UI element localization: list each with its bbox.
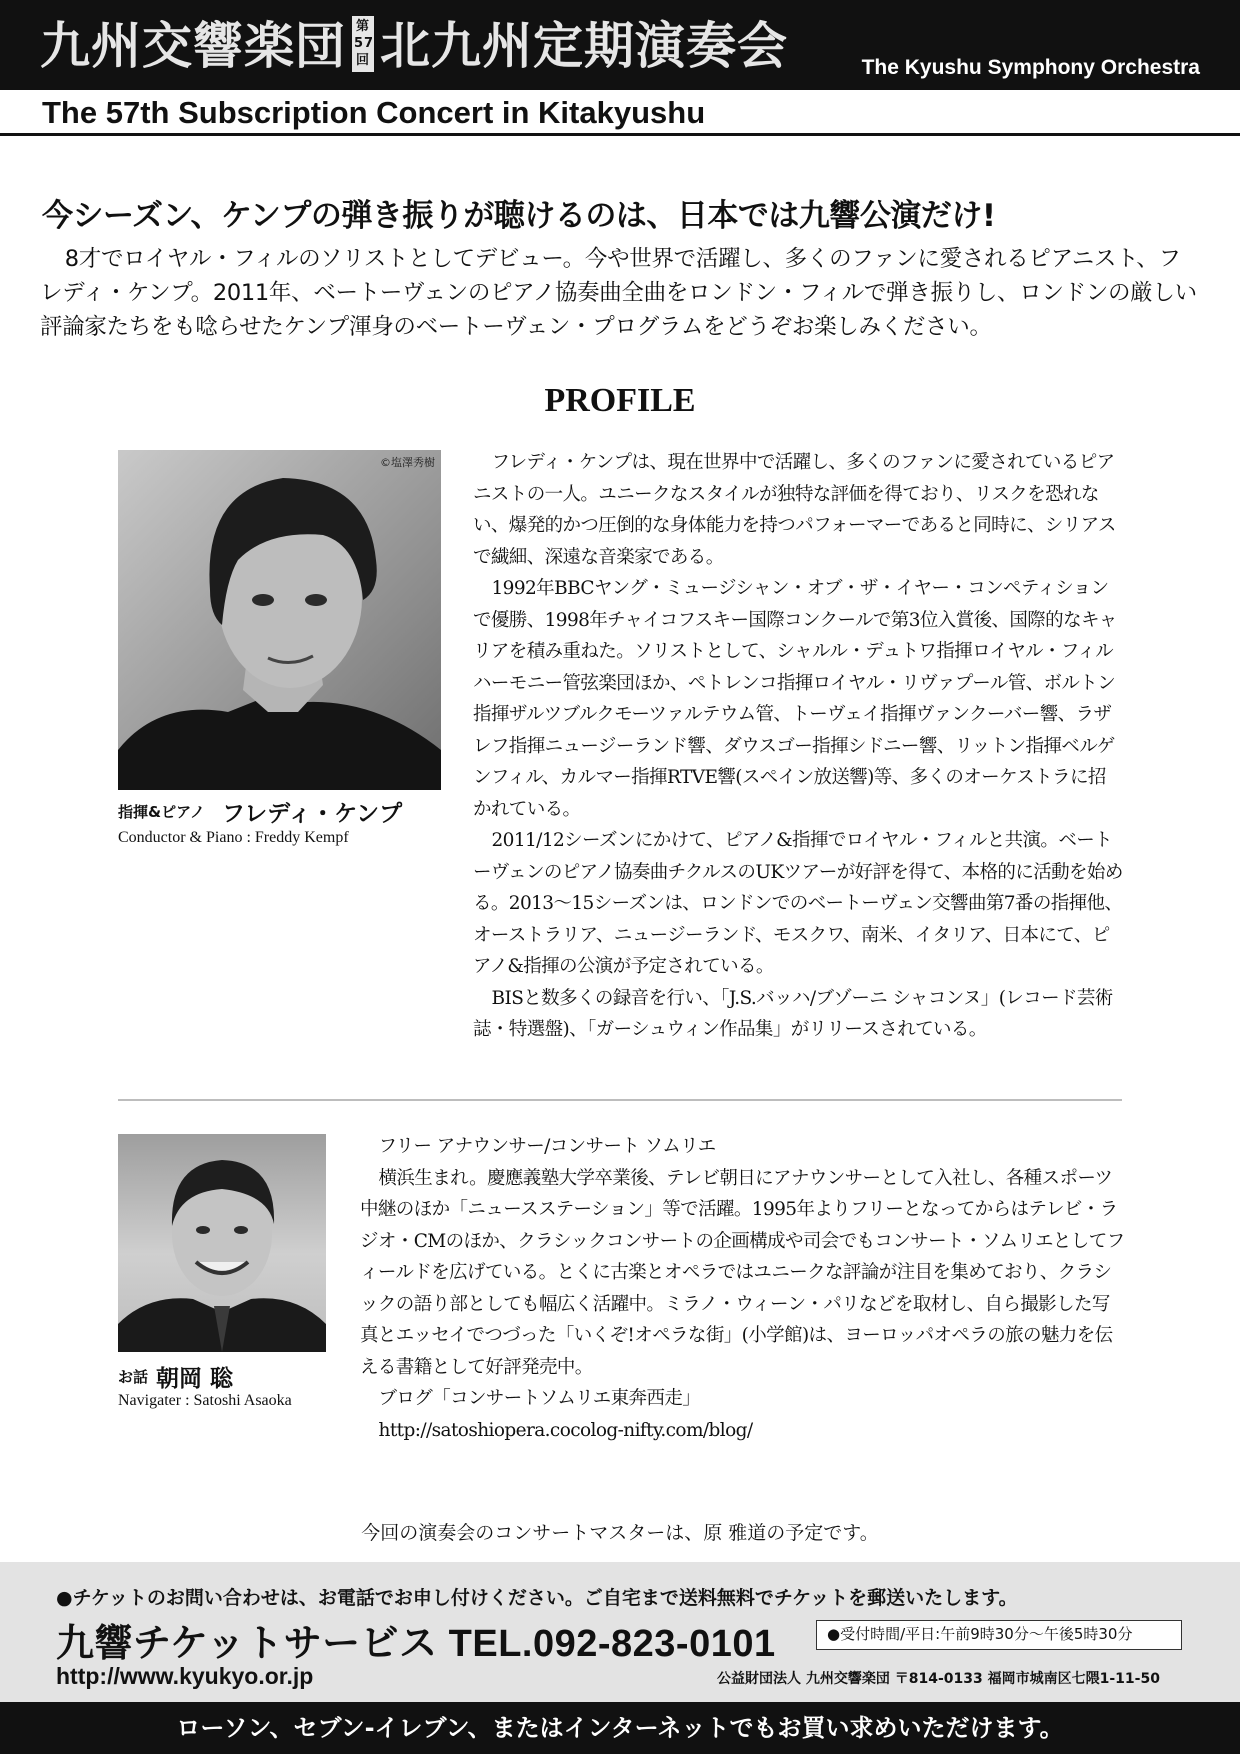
ticket-inquiry-note: ●チケットのお問い合わせは、お電話でお申し付けください。ご自宅まで送料無料でチケットを郵送いたします。 bbox=[56, 1587, 1018, 1609]
asaoka-portrait-illustration bbox=[118, 1134, 326, 1352]
concert-title-en: The 57th Subscription Concert in Kitakyushu bbox=[42, 95, 706, 130]
reception-hours: ●受付時間/平日:午前9時30分〜午後5時30分 bbox=[816, 1620, 1182, 1650]
asaoka-name: 朝岡 聡 bbox=[156, 1366, 234, 1392]
kempf-bio-paragraph: フレディ・ケンプは、現在世界中で活躍し、多くのファンに愛されているピアニストの一人。ユニークなスタイルが独特な評価を得ており、リスクを恐れない、爆発的かつ圧倒的な身体能力を持つパフォーマーであると同時に、シリアスで繊細、深遠な音楽家である。 bbox=[473, 452, 1116, 568]
kempf-name-en: Conductor & Piano : Freddy Kempf bbox=[118, 829, 349, 846]
kempf-bio-paragraph: BISと数多くの録音を行い、「J.S.バッハ/ブゾーニ シャコンヌ」(レコード芸術誌・特選盤)、「ガーシュウィン作品集」がリリースされている。 bbox=[473, 987, 1113, 1040]
issue-badge-prefix: 第 bbox=[355, 18, 370, 34]
asaoka-portrait-photo bbox=[118, 1134, 326, 1352]
lead-headline: 今シーズン、ケンプの弾き振りが聴けるのは、日本では九響公演だけ! bbox=[42, 198, 996, 234]
subtitle-bar bbox=[0, 90, 1240, 136]
photo-credit: ©塩澤秀樹 bbox=[380, 456, 435, 469]
concert-title-ja bbox=[40, 16, 788, 78]
orchestra-name-en: The Kyushu Symphony Orchestra bbox=[861, 56, 1200, 79]
kempf-biography bbox=[473, 447, 1123, 1046]
website-link[interactable]: http://www.kyukyo.or.jp bbox=[56, 1663, 314, 1689]
kempf-role: 指揮&ピアノ bbox=[118, 803, 205, 821]
concertmaster-note: 今回の演奏会のコンサートマスターは、原 雅道の予定です。 bbox=[361, 1522, 879, 1544]
lead-body: 8才でロイヤル・フィルのソリストとしてデビュー。今や世界で活躍し、多くのファンに愛されるピアニスト、フレディ・ケンプ。2011年、ベートーヴェンのピアノ協奏曲全曲をロンドン・フィルで弾き振りし、ロンドンの厳しい評論家たちをも唸らせたケンプ渾身のベートーヴェン・プログラムをどうぞお楽しみください。 bbox=[40, 246, 1197, 340]
ticket-service-phone[interactable]: 九響チケットサービス TEL.092-823-0101 bbox=[56, 1623, 776, 1665]
asaoka-biography bbox=[360, 1131, 1125, 1446]
asaoka-bio-paragraph: 横浜生まれ。慶應義塾大学卒業後、テレビ朝日にアナウンサーとして入社し、各種スポーツ中継のほか「ニュースステーション」等で活躍。1995年よりフリーとなってからはテレビ・ラジオ・CMのほか、クラシックコンサートの企画構成や司会でもコンサート・ソムリエとしてフィールドを広げている。とくに古楽とオペラではユニークな評論が注目を集めており、クラシックの語り部としても幅広く活躍中。ミラノ・ウィーン・パリなどを取材し、自ら撮影した写真とエッセイでつづった「いくぞ!オペラな街」(小学館)は、ヨーロッパオペラの旅の魅力を伝える書籍として好評発売中。 bbox=[360, 1167, 1125, 1378]
kempf-bio-paragraph: 2011/12シーズンにかけて、ピアノ&指揮でロイヤル・フィルと共演。ベートーヴェンのピアノ協奏曲チクルスのUKツアーが好評を得て、本格的に活動を始める。2013〜15シーズンは、ロンドンでのベートーヴェン交響曲第7番の指揮他、オーストラリア、ニュージーランド、モスクワ、南米、イタリア、日本にて、ピアノ&指揮の公演が予定されている。 bbox=[473, 830, 1123, 977]
profile-heading: PROFILE bbox=[544, 382, 696, 419]
asaoka-role: お話 bbox=[118, 1368, 149, 1386]
asaoka-name-en: Navigater : Satoshi Asaoka bbox=[118, 1392, 292, 1409]
issue-badge-suffix: 回 bbox=[355, 52, 370, 68]
organization-address: 公益財団法人 九州交響楽団 〒814-0133 福岡市城南区七隈1-11-50 bbox=[717, 1671, 1160, 1687]
issue-badge bbox=[352, 16, 374, 72]
asaoka-title: フリー アナウンサー/コンサート ソムリエ bbox=[378, 1136, 716, 1157]
orchestra-name-ja: 九州交響楽団 bbox=[40, 17, 346, 75]
kempf-portrait-photo bbox=[118, 450, 441, 790]
concert-series-ja: 北九州定期演奏会 bbox=[380, 17, 788, 75]
kempf-portrait-illustration bbox=[118, 450, 441, 790]
section-divider bbox=[118, 1099, 1122, 1101]
footer-purchase-bar: ローソン、セブン-イレブン、またはインターネットでもお買い求めいただけます。 bbox=[0, 1702, 1240, 1754]
asaoka-blog: ブログ「コンサートソムリエ東奔西走」 bbox=[378, 1388, 701, 1409]
header-banner bbox=[0, 0, 1240, 90]
kempf-name: フレディ・ケンプ bbox=[222, 801, 403, 827]
issue-badge-number: 57 bbox=[354, 35, 375, 51]
kempf-bio-paragraph: 1992年BBCヤング・ミュージシャン・オブ・ザ・イヤー・コンペティションで優勝、1998年チャイコフスキー国際コンクールで第3位入賞後、国際的なキャリアを積み重ねた。ソリストとして、シャルル・デュトワ指揮ロイヤル・フィルハーモニー管弦楽団ほか、ペトレンコ指揮ロイヤル・リヴァプール管、ボルトン指揮ザルツブルクモーツァルテウム管、トーヴェイ指揮ヴァンクーバー響、ラザレフ指揮ニュージーランド響、ダウスゴー指揮シドニー響、リットン指揮ベルゲンフィル、カルマー指揮RTVE響(スペイン放送響)等、多くのオーケストラに招かれている。 bbox=[473, 578, 1117, 820]
asaoka-blog-url[interactable]: http://satoshiopera.cocolog-nifty.com/blog/ bbox=[378, 1419, 753, 1441]
